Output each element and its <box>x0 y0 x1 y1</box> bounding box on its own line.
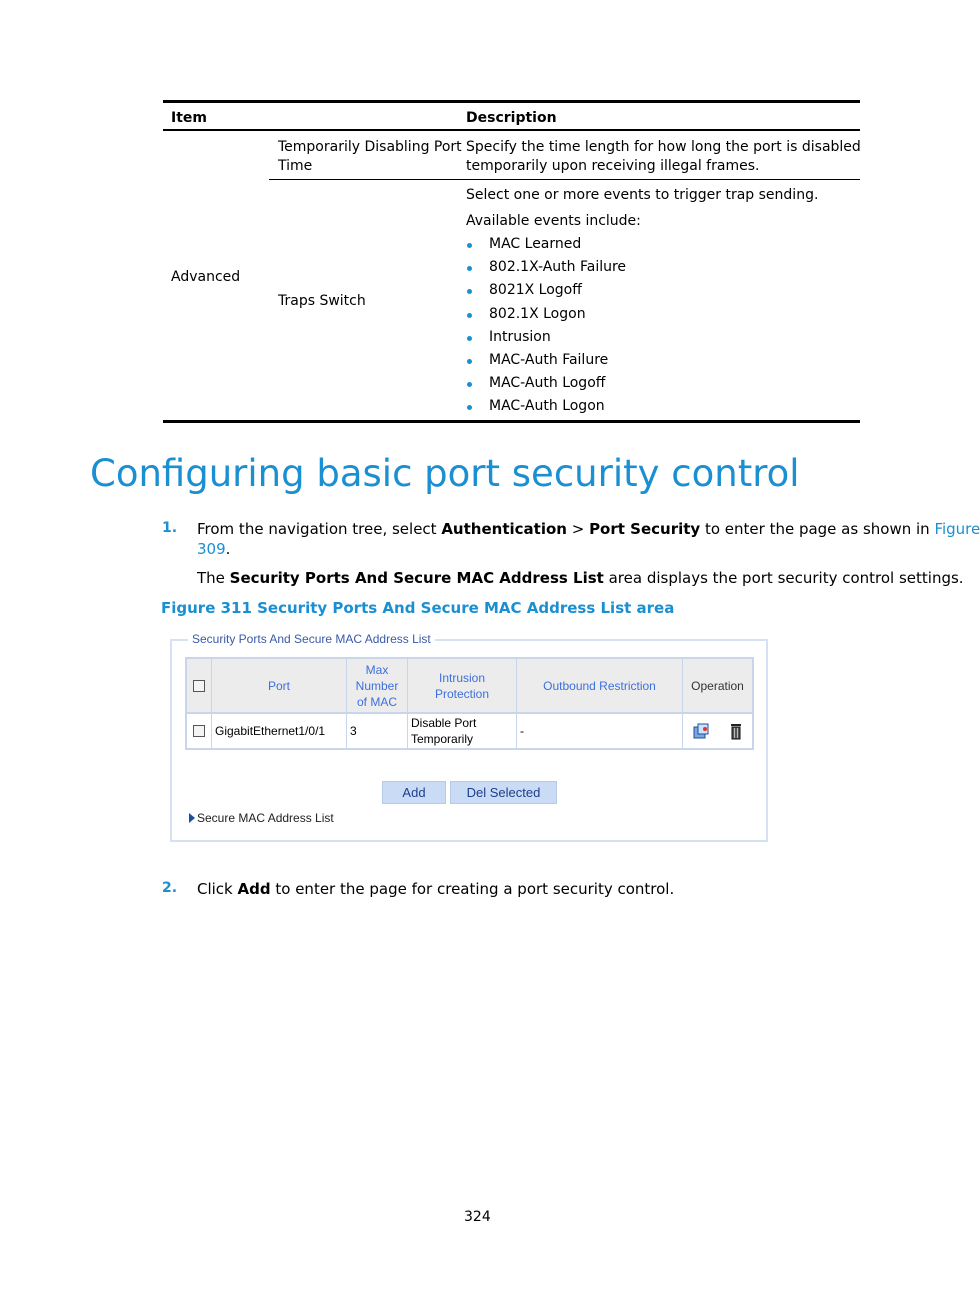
header-description: Description <box>466 110 557 126</box>
table-top-rule <box>163 100 860 103</box>
header-item: Item <box>171 110 207 126</box>
secure-mac-list-label: Secure MAC Address List <box>197 811 334 825</box>
expand-arrow-icon <box>189 813 195 823</box>
table-bottom-rule <box>163 420 860 423</box>
cell-max: 3 <box>347 714 408 748</box>
bullet-icon <box>467 266 472 271</box>
section-title: Configuring basic port security control <box>90 452 800 495</box>
bullet-icon <box>467 243 472 248</box>
cell-operation <box>683 714 752 748</box>
header-rule <box>163 129 860 131</box>
event-item: 802.1X Logon <box>489 305 586 322</box>
secure-mac-list-toggle[interactable] <box>189 811 334 825</box>
event-item: 8021X Logoff <box>489 282 582 299</box>
cell-intrusion: Disable Port Temporarily <box>408 714 517 748</box>
screenshot-panel <box>170 632 768 842</box>
row-rule <box>269 179 860 180</box>
event-item: 802.1X-Auth Failure <box>489 259 627 276</box>
row-description: Available events include: <box>466 213 641 229</box>
bullet-icon <box>467 336 472 341</box>
event-item: Intrusion <box>489 328 551 345</box>
row-item: Time <box>278 158 313 174</box>
event-item: MAC-Auth Logoff <box>489 375 606 392</box>
row-item: Traps Switch <box>278 293 366 309</box>
group-advanced: Advanced <box>171 269 241 285</box>
row-description: temporarily upon receiving illegal frames. <box>466 158 760 174</box>
event-item: MAC-Auth Logon <box>489 398 605 415</box>
step1-para2: The Security Ports And Secure MAC Address List area displays the port security control settings. <box>197 569 964 587</box>
step-number: 2. <box>162 880 178 896</box>
row-description: Specify the time length for how long the port is disabled <box>466 139 861 155</box>
figure-caption: Figure 311 Security Ports And Secure MAC Address List area <box>161 599 675 617</box>
del-selected-button[interactable]: Del Selected <box>450 781 557 804</box>
bullet-icon <box>467 382 472 387</box>
step2-text: Click Add to enter the page for creating a port security control. <box>197 880 675 898</box>
row-item: Temporarily Disabling Port <box>278 139 462 155</box>
figure-link-number[interactable]: 309 <box>197 540 226 558</box>
step-number: 1. <box>162 520 178 536</box>
row-checkbox[interactable] <box>193 725 205 737</box>
row-description: Select one or more events to trigger trap sending. <box>466 187 819 203</box>
bullet-icon <box>467 289 472 294</box>
period: . <box>225 540 231 558</box>
col-max-number[interactable]: Max Number of MAC <box>347 659 408 712</box>
table-header-row <box>187 659 752 714</box>
page-number: 324 <box>464 1209 491 1225</box>
col-intrusion[interactable]: Intrusion Protection <box>408 659 517 712</box>
bullet-icon <box>467 359 472 364</box>
bullet-icon <box>467 405 472 410</box>
select-all-checkbox[interactable] <box>193 680 205 692</box>
event-item: MAC Learned <box>489 236 582 252</box>
col-port[interactable]: Port <box>212 659 347 712</box>
col-outbound[interactable]: Outbound Restriction <box>517 659 683 712</box>
table-row <box>187 714 752 748</box>
add-button[interactable]: Add <box>382 781 446 804</box>
step1-text: From the navigation tree, select Authentication > Port Security to enter the page as shown in Figure <box>197 520 980 538</box>
delete-trash-icon[interactable] <box>729 722 743 740</box>
event-item: MAC-Auth Failure <box>489 352 609 368</box>
cell-port: GigabitEthernet1/0/1 <box>212 714 347 748</box>
cell-outbound: - <box>517 714 683 748</box>
ports-table <box>185 657 754 750</box>
figure-link[interactable]: Figure <box>934 520 980 538</box>
edit-icon[interactable] <box>692 722 710 740</box>
col-operation: Operation <box>691 678 744 693</box>
bullet-icon <box>467 313 472 318</box>
panel-legend: Security Ports And Secure MAC Address List <box>188 632 435 646</box>
